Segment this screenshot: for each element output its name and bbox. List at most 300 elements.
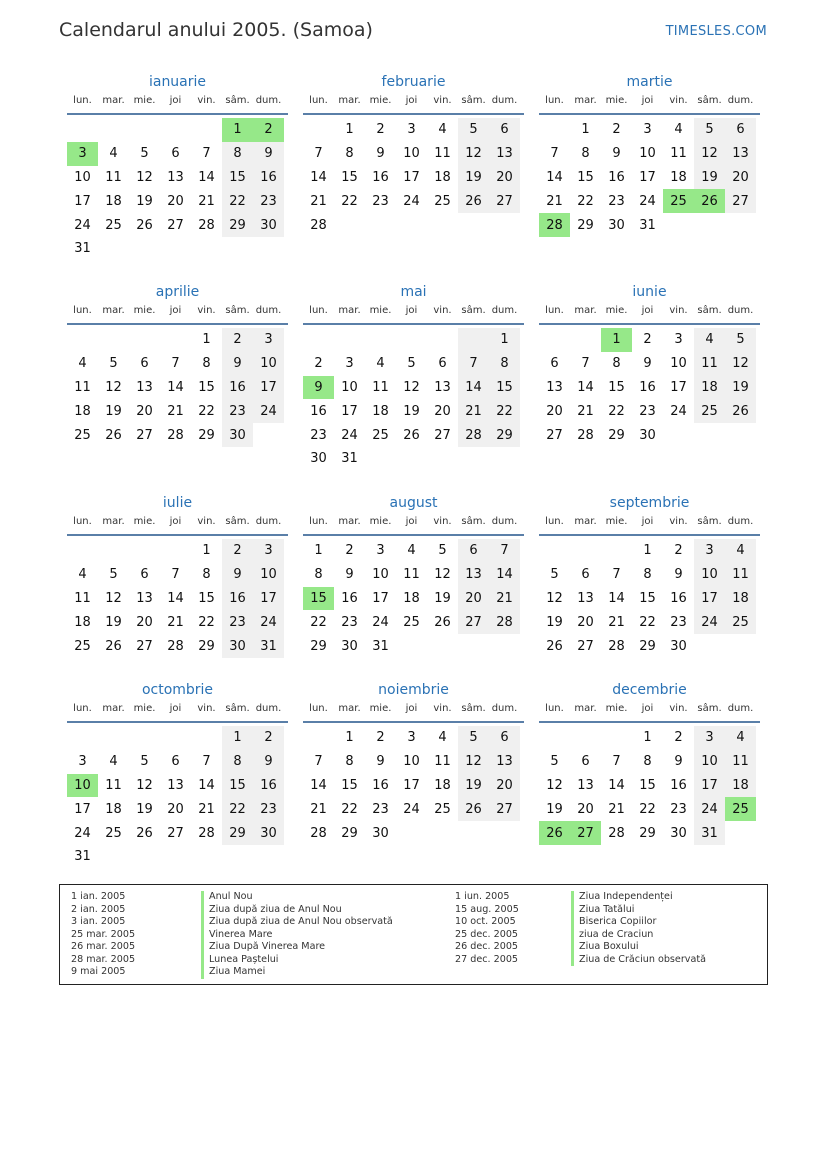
day-cell: 14 [577,379,594,395]
day-cell: 27 [167,825,184,841]
day-cell: 5 [109,356,118,372]
day-cell: 5 [550,754,559,770]
day-cell: 29 [198,638,215,654]
empty-day-cell [303,726,334,750]
day-cell: 21 [310,801,327,817]
day-cell: 24 [74,825,91,841]
empty-day-cell [303,118,334,142]
day-cell: 11 [403,567,420,583]
day-cell: 10 [694,563,725,587]
day-cell: 6 [140,356,149,372]
day-cell: 13 [725,142,756,166]
weekday-label: lun. [545,703,564,714]
day-cell: 7 [202,754,211,770]
day-cell: 15 [639,590,656,606]
day-cell: 12 [105,590,122,606]
holiday-day-cell: 26 [539,821,570,845]
day-cell: 18 [434,169,451,185]
day-cell: 10 [372,567,389,583]
day-cell: 20 [725,166,756,190]
weekday-label: mar. [338,703,361,714]
day-cell: 3 [407,122,416,138]
weekday-label: vin. [197,516,216,527]
day-cell: 27 [434,427,451,443]
day-cell: 12 [546,590,563,606]
month-name: februarie [381,74,446,90]
day-grid [539,328,760,447]
holiday-day-cell: 27 [570,821,601,845]
weekday-label: mar. [338,95,361,106]
weekday-header [67,701,288,723]
day-cell: 18 [694,376,725,400]
day-cell: 16 [253,774,284,798]
day-cell: 12 [546,777,563,793]
day-cell: 2 [376,122,385,138]
day-cell: 12 [136,169,153,185]
empty-day-cell [160,328,191,352]
empty-day-cell [129,539,160,563]
weekday-label: vin. [433,703,452,714]
day-cell: 4 [725,726,756,750]
day-cell: 19 [434,590,451,606]
month-aprilie [67,281,288,447]
day-cell: 4 [674,122,683,138]
day-cell: 24 [74,217,91,233]
day-cell: 24 [639,193,656,209]
day-cell: 15 [341,169,358,185]
day-cell: 30 [310,451,327,467]
day-cell: 29 [310,638,327,654]
day-cell: 16 [372,169,389,185]
day-cell: 4 [438,730,447,746]
empty-day-cell [160,726,191,750]
day-cell: 23 [608,193,625,209]
month-name: august [389,495,438,511]
day-cell: 27 [546,427,563,443]
day-cell: 19 [546,801,563,817]
weekday-label: lun. [545,95,564,106]
day-cell: 25 [74,638,91,654]
day-cell: 31 [694,821,725,845]
day-cell: 10 [670,356,687,372]
day-cell: 25 [434,801,451,817]
empty-day-cell [160,118,191,142]
month-name: noiembrie [378,682,449,698]
day-cell: 12 [458,750,489,774]
day-cell: 10 [403,146,420,162]
day-cell: 6 [171,754,180,770]
day-cell: 6 [489,726,520,750]
holiday-name: Ziua după ziua de Anul Nou observată [201,916,393,929]
day-cell: 11 [694,352,725,376]
weekday-label: sâm. [461,516,486,527]
day-cell: 5 [109,567,118,583]
holiday-date: 26 mar. 2005 [71,941,136,952]
day-cell: 19 [458,166,489,190]
day-cell: 28 [310,825,327,841]
weekday-label: sâm. [461,703,486,714]
day-cell: 20 [136,403,153,419]
day-cell: 13 [136,379,153,395]
day-cell: 19 [546,614,563,630]
day-cell: 14 [608,590,625,606]
day-cell: 14 [608,777,625,793]
day-cell: 18 [670,169,687,185]
day-cell: 27 [167,217,184,233]
day-cell: 27 [136,638,153,654]
day-cell: 14 [458,376,489,400]
day-cell: 19 [694,166,725,190]
day-cell: 4 [78,567,87,583]
empty-day-cell [570,539,601,563]
day-cell: 17 [694,774,725,798]
day-cell: 27 [577,638,594,654]
day-cell: 8 [643,567,652,583]
weekday-label: vin. [433,305,452,316]
day-cell: 6 [581,567,590,583]
day-cell: 2 [314,356,323,372]
day-cell: 9 [674,567,683,583]
day-cell: 9 [222,352,253,376]
holiday-day-cell: 25 [725,797,756,821]
day-cell: 10 [639,146,656,162]
month-name: aprilie [155,284,200,300]
empty-day-cell [98,118,129,142]
day-cell: 29 [577,217,594,233]
month-februarie [303,71,524,237]
day-cell: 7 [550,146,559,162]
weekday-label: lun. [309,516,328,527]
day-cell: 26 [458,189,489,213]
day-cell: 12 [694,142,725,166]
day-cell: 28 [198,825,215,841]
day-cell: 23 [253,797,284,821]
weekday-label: vin. [669,95,688,106]
day-cell: 10 [253,352,284,376]
weekday-label: mie. [369,516,392,527]
month-name: ianuarie [148,74,207,90]
day-cell: 31 [253,634,284,658]
weekday-label: mar. [574,516,597,527]
weekday-label: mie. [133,305,156,316]
day-cell: 24 [694,610,725,634]
day-cell: 2 [253,726,284,750]
day-cell: 26 [725,399,756,423]
weekday-label: dum. [255,95,282,106]
day-cell: 3 [694,726,725,750]
day-cell: 7 [458,352,489,376]
day-cell: 21 [608,801,625,817]
weekday-label: mie. [369,95,392,106]
day-cell: 19 [725,376,756,400]
day-cell: 14 [310,169,327,185]
month-ianuarie [67,71,288,261]
weekday-label: dum. [255,516,282,527]
day-cell: 25 [372,427,389,443]
month-name: mai [400,284,427,300]
day-cell: 26 [105,427,122,443]
holiday-name: Ziua Boxului [571,941,706,954]
weekday-label: mie. [133,516,156,527]
day-grid [303,726,524,845]
day-cell: 20 [489,774,520,798]
day-cell: 12 [434,567,451,583]
weekday-label: mie. [369,305,392,316]
day-cell: 1 [202,332,211,348]
day-cell: 22 [577,193,594,209]
day-cell: 30 [372,825,389,841]
day-grid [67,539,288,658]
day-cell: 1 [202,543,211,559]
day-grid [539,118,760,237]
day-cell: 17 [403,169,420,185]
day-cell: 15 [489,376,520,400]
empty-day-cell [303,328,334,352]
weekday-label: lun. [73,305,92,316]
holiday-date: 10 oct. 2005 [455,916,516,927]
weekday-label: dum. [727,95,754,106]
holiday-day-cell: 15 [303,587,334,611]
weekday-label: lun. [73,95,92,106]
day-cell: 22 [341,193,358,209]
day-cell: 15 [341,777,358,793]
weekday-label: mie. [133,95,156,106]
day-cell: 24 [253,399,284,423]
day-cell: 31 [74,241,91,257]
day-cell: 25 [74,427,91,443]
day-cell: 9 [345,567,354,583]
day-cell: 13 [489,142,520,166]
day-cell: 20 [577,801,594,817]
weekday-label: lun. [73,516,92,527]
day-cell: 11 [725,750,756,774]
day-cell: 25 [403,614,420,630]
day-cell: 24 [403,193,420,209]
day-cell: 21 [608,614,625,630]
day-cell: 10 [74,169,91,185]
day-cell: 23 [341,614,358,630]
day-cell: 2 [674,730,683,746]
empty-day-cell [601,726,632,750]
day-cell: 12 [136,777,153,793]
empty-day-cell [427,328,458,352]
weekday-label: sâm. [225,703,250,714]
weekday-label: joi [405,703,418,714]
day-cell: 5 [140,146,149,162]
month-noiembrie [303,679,524,845]
day-cell: 17 [341,403,358,419]
weekday-label: joi [405,95,418,106]
empty-day-cell [601,539,632,563]
weekday-label: vin. [197,305,216,316]
day-cell: 13 [136,590,153,606]
weekday-header [303,514,524,536]
weekday-label: dum. [727,703,754,714]
weekday-label: lun. [309,95,328,106]
day-cell: 3 [407,730,416,746]
empty-day-cell [129,118,160,142]
day-cell: 2 [222,328,253,352]
day-cell: 12 [725,352,756,376]
day-cell: 8 [643,754,652,770]
holiday-day-cell: 10 [67,774,98,798]
day-cell: 5 [407,356,416,372]
page-title: Calendarul anului 2005. (Samoa) [59,19,373,41]
weekday-label: dum. [491,516,518,527]
day-cell: 15 [577,169,594,185]
day-cell: 24 [403,801,420,817]
empty-day-cell [334,328,365,352]
weekday-label: lun. [73,703,92,714]
empty-day-cell [67,539,98,563]
day-cell: 4 [109,754,118,770]
day-cell: 13 [434,379,451,395]
day-cell: 9 [253,142,284,166]
empty-day-cell [539,328,570,352]
day-cell: 19 [136,801,153,817]
weekday-label: mie. [369,703,392,714]
empty-day-cell [570,726,601,750]
day-cell: 1 [222,726,253,750]
holiday-name: Ziua de Crăciun observată [571,954,706,967]
day-cell: 4 [376,356,385,372]
day-cell: 20 [546,403,563,419]
day-cell: 21 [577,403,594,419]
day-cell: 22 [198,403,215,419]
day-cell: 21 [167,403,184,419]
day-cell: 17 [253,587,284,611]
day-cell: 14 [167,379,184,395]
holiday-date: 26 dec. 2005 [455,941,519,952]
empty-day-cell [98,726,129,750]
day-cell: 26 [403,427,420,443]
day-cell: 9 [674,754,683,770]
day-cell: 8 [314,567,323,583]
day-cell: 18 [725,587,756,611]
day-cell: 8 [345,754,354,770]
weekday-label: joi [405,305,418,316]
day-cell: 24 [341,427,358,443]
day-cell: 16 [608,169,625,185]
day-cell: 22 [222,189,253,213]
day-cell: 14 [167,590,184,606]
day-cell: 18 [105,193,122,209]
day-cell: 12 [403,379,420,395]
day-cell: 4 [78,356,87,372]
day-cell: 6 [458,539,489,563]
day-cell: 15 [222,166,253,190]
day-cell: 31 [639,217,656,233]
weekday-label: sâm. [697,305,722,316]
day-cell: 4 [694,328,725,352]
day-cell: 28 [608,825,625,841]
day-cell: 7 [171,567,180,583]
weekday-label: mar. [102,516,125,527]
day-cell: 29 [489,423,520,447]
day-cell: 20 [489,166,520,190]
day-cell: 28 [167,638,184,654]
day-cell: 8 [222,750,253,774]
holiday-name: ziua de Craciun [571,929,706,942]
empty-day-cell [539,726,570,750]
day-cell: 9 [376,146,385,162]
weekday-label: joi [169,305,182,316]
weekday-header [539,93,760,115]
day-cell: 7 [314,754,323,770]
weekday-label: mar. [102,305,125,316]
day-cell: 4 [407,543,416,559]
day-cell: 6 [489,118,520,142]
weekday-label: joi [405,516,418,527]
weekday-label: joi [169,703,182,714]
day-cell: 8 [202,567,211,583]
holiday-date: 25 dec. 2005 [455,928,519,940]
day-cell: 14 [546,169,563,185]
holiday-date: 27 dec. 2005 [455,953,519,965]
day-cell: 22 [489,399,520,423]
day-cell: 13 [577,590,594,606]
day-cell: 10 [253,563,284,587]
day-cell: 26 [136,217,153,233]
month-name: decembrie [612,682,687,698]
day-cell: 30 [670,825,687,841]
month-name: iulie [162,495,193,511]
day-cell: 14 [198,777,215,793]
day-grid [67,726,288,869]
day-cell: 29 [198,427,215,443]
brand-logo[interactable]: TIMESLES.COM [665,24,767,39]
month-name: martie [626,74,673,90]
empty-day-cell [365,328,396,352]
holiday-date: 1 ian. 2005 [71,891,126,902]
day-cell: 6 [725,118,756,142]
empty-day-cell [570,328,601,352]
day-cell: 25 [105,825,122,841]
holiday-dates-left [71,891,135,979]
day-cell: 17 [74,193,91,209]
weekday-header [303,303,524,325]
day-cell: 17 [694,587,725,611]
day-cell: 2 [376,730,385,746]
day-cell: 29 [222,213,253,237]
day-cell: 3 [345,356,354,372]
month-decembrie [539,679,760,845]
holiday-date: 25 mar. 2005 [71,928,136,940]
day-cell: 27 [725,189,756,213]
weekday-label: mar. [574,305,597,316]
month-august [303,492,524,658]
day-cell: 1 [643,543,652,559]
weekday-label: mar. [338,516,361,527]
day-cell: 24 [670,403,687,419]
weekday-label: joi [641,703,654,714]
weekday-label: mar. [574,95,597,106]
day-cell: 28 [310,217,327,233]
holiday-list [59,884,768,985]
day-cell: 30 [222,423,253,447]
weekday-label: joi [169,516,182,527]
day-cell: 27 [458,610,489,634]
day-cell: 6 [171,146,180,162]
weekday-label: lun. [309,703,328,714]
day-cell: 14 [310,777,327,793]
day-cell: 21 [198,193,215,209]
day-cell: 9 [376,754,385,770]
day-cell: 25 [694,399,725,423]
day-cell: 13 [167,777,184,793]
month-iunie [539,281,760,447]
holiday-date: 15 aug. 2005 [455,903,519,915]
